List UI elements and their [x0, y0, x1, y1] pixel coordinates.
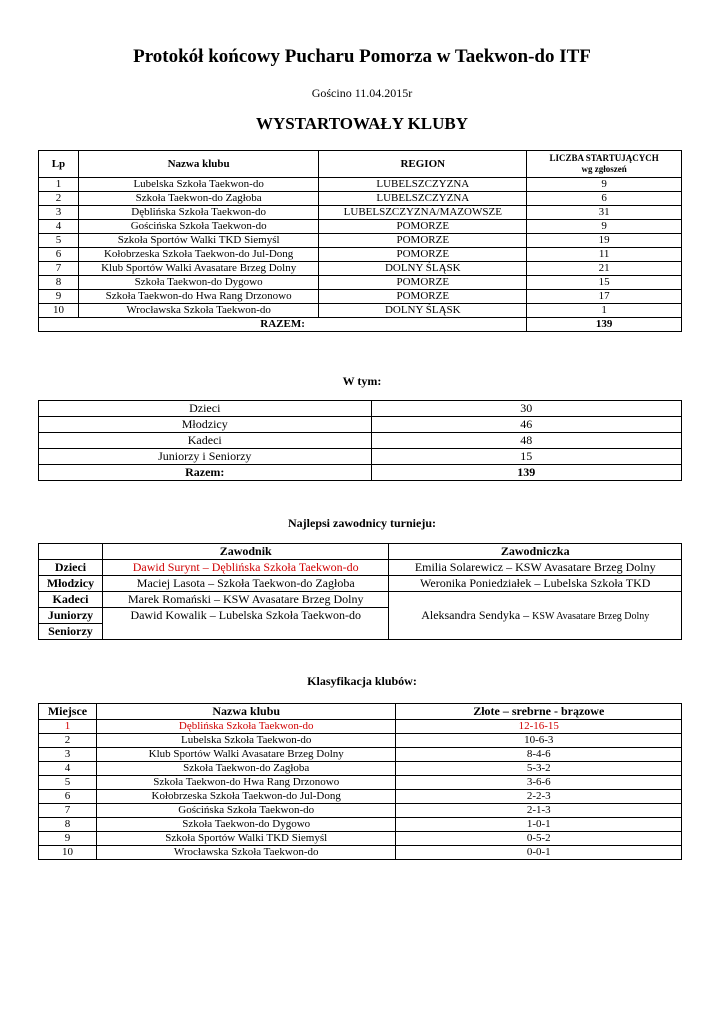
header-club-name: Nazwa klubu — [96, 704, 396, 720]
medals-cell: 2-1-3 — [396, 804, 682, 818]
region-cell: POMORZE — [319, 290, 527, 304]
place-cell: 9 — [39, 832, 97, 846]
table-row — [39, 276, 682, 290]
medals-cell: 8-4-6 — [396, 748, 682, 762]
club-name-cell: Gościńska Szkoła Taekwon-do — [78, 220, 318, 234]
section-clubs-title: WYSTARTOWAŁY KLUBY — [255, 114, 469, 133]
table-row — [39, 178, 682, 192]
medals-cell: 0-0-1 — [396, 846, 682, 860]
male-athlete-cell: Dawid Surynt – Dęblińska Szkoła Taekwon-do — [102, 560, 389, 576]
club-name-cell: Szkoła Taekwon-do Zagłoba — [96, 762, 396, 776]
place-cell: 7 — [39, 804, 97, 818]
event-date: Gościno 11.04.2015r — [311, 86, 413, 100]
place-cell: 1 — [39, 720, 97, 734]
section-ranking-title: Klasyfikacja klubów: — [307, 674, 417, 688]
total-value: 139 — [371, 465, 682, 481]
best-athletes-header — [39, 544, 682, 560]
table-row — [39, 790, 682, 804]
medals-cell: 0-5-2 — [396, 832, 682, 846]
male-athlete-cell: Marek Romański – KSW Avasatare Brzeg Dolny — [102, 592, 389, 608]
lp-cell: 6 — [39, 248, 79, 262]
header-participants-line1: LICZBA STARTUJĄCYCH — [549, 153, 659, 163]
count-cell: 11 — [527, 248, 682, 262]
region-cell: POMORZE — [319, 234, 527, 248]
count-cell: 17 — [527, 290, 682, 304]
club-name-cell: Lubelska Szkoła Taekwon-do — [96, 734, 396, 748]
category-value: 48 — [371, 433, 682, 449]
club-name-cell: Szkoła Taekwon-do Dygowo — [78, 276, 318, 290]
header-participants — [527, 151, 682, 178]
table-row — [39, 290, 682, 304]
medals-cell: 3-6-6 — [396, 776, 682, 790]
category-value: 46 — [371, 417, 682, 433]
lp-cell: 7 — [39, 262, 79, 276]
count-cell: 1 — [527, 304, 682, 318]
table-row — [39, 818, 682, 832]
category-cell: Juniorzy — [39, 608, 103, 624]
count-cell: 6 — [527, 192, 682, 206]
lp-cell: 3 — [39, 206, 79, 220]
medals-cell: 2-2-3 — [396, 790, 682, 804]
region-cell: DOLNY ŚLĄSK — [319, 262, 527, 276]
place-cell: 4 — [39, 762, 97, 776]
table-row — [39, 748, 682, 762]
female-athlete-cell: Weronika Poniedziałek – Lubelska Szkoła TKD — [389, 576, 682, 592]
region-cell: POMORZE — [319, 220, 527, 234]
page-title: Protokół końcowy Pucharu Pomorza w Taekwon-do ITF — [133, 46, 591, 67]
table-row — [39, 832, 682, 846]
category-label: Młodzicy — [39, 417, 372, 433]
clubs-table — [38, 150, 682, 332]
section-categories-title: W tym: — [342, 374, 382, 388]
lp-cell: 9 — [39, 290, 79, 304]
header-male: Zawodnik — [102, 544, 389, 560]
category-value: 30 — [371, 401, 682, 417]
header-club-name: Nazwa klubu — [78, 151, 318, 178]
place-cell: 2 — [39, 734, 97, 748]
female-athlete-club: KSW Avasatare Brzeg Dolny — [532, 610, 650, 622]
header-place: Miejsce — [39, 704, 97, 720]
clubs-table-header — [39, 151, 682, 178]
category-cell: Dzieci — [39, 560, 103, 576]
header-category-empty — [39, 544, 103, 560]
category-cell: Kadeci — [39, 592, 103, 608]
lp-cell: 4 — [39, 220, 79, 234]
medals-cell: 12-16-15 — [396, 720, 682, 734]
category-label: Juniorzy i Seniorzy — [39, 449, 372, 465]
region-cell: POMORZE — [319, 276, 527, 290]
club-name-cell: Wrocławska Szkoła Taekwon-do — [96, 846, 396, 860]
table-row — [39, 192, 682, 206]
club-name-cell: Szkoła Taekwon-do Hwa Rang Drzonowo — [78, 290, 318, 304]
table-row — [39, 234, 682, 248]
place-cell: 6 — [39, 790, 97, 804]
region-cell: LUBELSZCZYZNA/MAZOWSZE — [319, 206, 527, 220]
female-athlete-cell: Emilia Solarewicz – KSW Avasatare Brzeg Dolny — [389, 560, 682, 576]
categories-table — [38, 400, 682, 481]
table-row — [39, 776, 682, 790]
place-cell: 3 — [39, 748, 97, 762]
header-participants-line2: wg zgłoszeń — [581, 164, 627, 174]
table-row — [39, 304, 682, 318]
header-region: REGION — [319, 151, 527, 178]
lp-cell: 10 — [39, 304, 79, 318]
club-name-cell: Klub Sportów Walki Avasatare Brzeg Dolny — [96, 748, 396, 762]
table-row — [39, 720, 682, 734]
lp-cell: 5 — [39, 234, 79, 248]
header-lp: Lp — [39, 151, 79, 178]
table-row — [39, 592, 682, 608]
ranking-header — [39, 704, 682, 720]
male-athlete-cell: Maciej Lasota – Szkoła Taekwon-do Zagłoba — [102, 576, 389, 592]
section-best-athletes-title: Najlepsi zawodnicy turnieju: — [288, 516, 436, 530]
club-name-cell: Szkoła Taekwon-do Hwa Rang Drzonowo — [96, 776, 396, 790]
region-cell: LUBELSZCZYZNA — [319, 178, 527, 192]
club-name-cell: Dęblińska Szkoła Taekwon-do — [78, 206, 318, 220]
table-row — [39, 846, 682, 860]
club-name-cell: Szkoła Sportów Walki TKD Siemyśl — [96, 832, 396, 846]
table-row — [39, 417, 682, 433]
table-row — [39, 576, 682, 592]
category-cell: Młodzicy — [39, 576, 103, 592]
female-athlete-cell-shared — [389, 592, 682, 640]
count-cell: 9 — [527, 220, 682, 234]
count-cell: 15 — [527, 276, 682, 290]
club-name-cell: Szkoła Taekwon-do Zagłoba — [78, 192, 318, 206]
best-athletes-table — [38, 543, 682, 640]
region-cell: LUBELSZCZYZNA — [319, 192, 527, 206]
club-name-cell: Klub Sportów Walki Avasatare Brzeg Dolny — [78, 262, 318, 276]
club-name-cell: Szkoła Sportów Walki TKD Siemyśl — [78, 234, 318, 248]
lp-cell: 8 — [39, 276, 79, 290]
club-name-cell: Dęblińska Szkoła Taekwon-do — [96, 720, 396, 734]
male-athlete-cell: Dawid Kowalik – Lubelska Szkoła Taekwon-do — [102, 608, 389, 640]
table-row — [39, 560, 682, 576]
place-cell: 8 — [39, 818, 97, 832]
category-label: Kadeci — [39, 433, 372, 449]
table-row — [39, 262, 682, 276]
header-female: Zawodniczka — [389, 544, 682, 560]
table-row — [39, 734, 682, 748]
lp-cell: 2 — [39, 192, 79, 206]
total-row — [39, 318, 682, 332]
club-name-cell: Kołobrzeska Szkoła Taekwon-do Jul-Dong — [96, 790, 396, 804]
club-name-cell: Gościńska Szkoła Taekwon-do — [96, 804, 396, 818]
table-row — [39, 220, 682, 234]
club-name-cell: Wrocławska Szkoła Taekwon-do — [78, 304, 318, 318]
place-cell: 5 — [39, 776, 97, 790]
total-label: Razem: — [39, 465, 372, 481]
category-label: Dzieci — [39, 401, 372, 417]
place-cell: 10 — [39, 846, 97, 860]
club-name-cell: Kołobrzeska Szkoła Taekwon-do Jul-Dong — [78, 248, 318, 262]
count-cell: 31 — [527, 206, 682, 220]
table-row — [39, 762, 682, 776]
table-row — [39, 401, 682, 417]
count-cell: 19 — [527, 234, 682, 248]
table-row — [39, 433, 682, 449]
lp-cell: 1 — [39, 178, 79, 192]
category-cell: Seniorzy — [39, 624, 103, 640]
table-row — [39, 206, 682, 220]
table-row — [39, 248, 682, 262]
club-name-cell: Lubelska Szkoła Taekwon-do — [78, 178, 318, 192]
category-value: 15 — [371, 449, 682, 465]
ranking-table — [38, 703, 682, 860]
total-row — [39, 465, 682, 481]
table-row — [39, 804, 682, 818]
table-row — [39, 449, 682, 465]
region-cell: POMORZE — [319, 248, 527, 262]
medals-cell: 5-3-2 — [396, 762, 682, 776]
count-cell: 9 — [527, 178, 682, 192]
medals-cell: 1-0-1 — [396, 818, 682, 832]
club-name-cell: Szkoła Taekwon-do Dygowo — [96, 818, 396, 832]
header-medals: Złote – srebrne - brązowe — [396, 704, 682, 720]
female-athlete-name: Aleksandra Sendyka – — [421, 607, 533, 622]
region-cell: DOLNY ŚLĄSK — [319, 304, 527, 318]
count-cell: 21 — [527, 262, 682, 276]
total-value: 139 — [527, 318, 682, 332]
medals-cell: 10-6-3 — [396, 734, 682, 748]
total-label: RAZEM: — [39, 318, 527, 332]
